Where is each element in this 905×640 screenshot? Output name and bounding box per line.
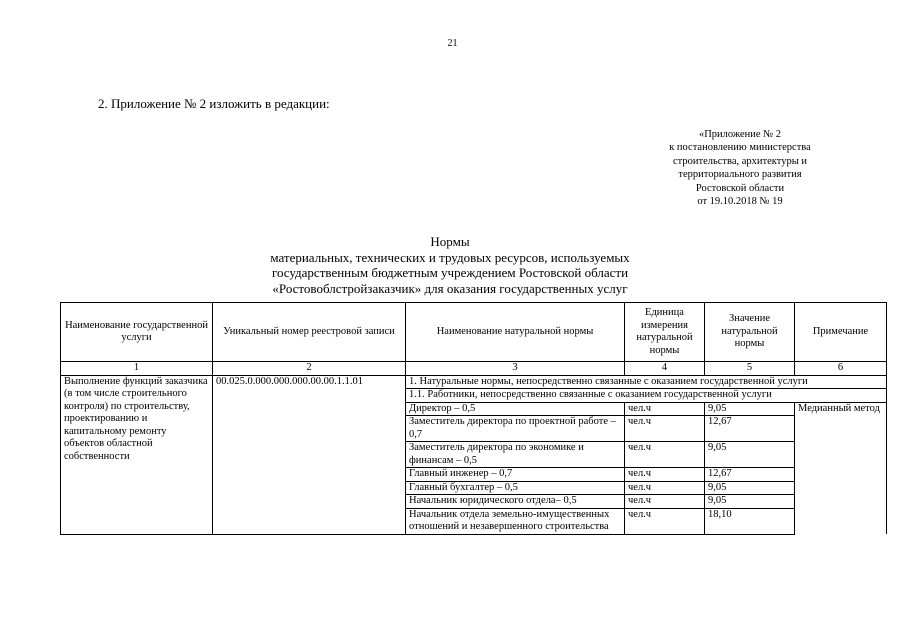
value-cell: 9,05 [705, 402, 795, 416]
table-header-row [61, 303, 887, 362]
header-note: Примечание [795, 303, 887, 362]
title-line: Нормы [430, 234, 470, 249]
norm-name-cell: Заместитель директора по проектной работе – 0,7 [406, 416, 625, 442]
value-cell: 18,10 [705, 508, 795, 534]
header-service-name: Наименование государственной услуги [61, 303, 213, 362]
column-number: 5 [705, 362, 795, 376]
value-cell: 9,05 [705, 495, 795, 509]
column-number: 4 [625, 362, 705, 376]
appendix-line: Ростовской области [695, 182, 785, 194]
unit-cell: чел.ч [625, 416, 705, 442]
norm-name-cell: Начальник отдела земельно-имущественных отношений и незавершенного строительства [406, 508, 625, 534]
registry-number-cell: 00.025.0.000.000.000.00.00.1.1.01 [213, 375, 406, 534]
norm-name-cell: Начальник юридического отдела– 0,5 [406, 495, 625, 509]
value-cell: 9,05 [705, 442, 795, 468]
appendix-reference [640, 128, 840, 208]
appendix-line: строительства, архитектуры и [673, 155, 807, 167]
service-name-cell: Выполнение функций заказчика (в том числе строительного контроля) по строительству, проектированию и капитальному ремонту объектов областной собственности [61, 375, 213, 534]
title-line: государственным бюджетным учреждением Ростовской области [271, 265, 629, 280]
column-number: 2 [213, 362, 406, 376]
unit-cell: чел.ч [625, 468, 705, 482]
column-number: 3 [406, 362, 625, 376]
amendment-paragraph: 2. Приложение № 2 изложить в редакции: [98, 96, 330, 111]
unit-cell: чел.ч [625, 481, 705, 495]
unit-cell: чел.ч [625, 442, 705, 468]
header-unit: Единица измерения натуральной нормы [625, 303, 705, 362]
norm-name-cell: Главный бухгалтер – 0,5 [406, 481, 625, 495]
norm-name-cell: Заместитель директора по экономике и финансам – 0,5 [406, 442, 625, 468]
document-title [200, 234, 700, 296]
norm-name-cell: Директор – 0,5 [406, 402, 625, 416]
value-cell: 9,05 [705, 481, 795, 495]
appendix-line: территориального развития [678, 169, 802, 181]
title-line: «Ростовоблстройзаказчик» для оказания государственных услуг [272, 280, 628, 296]
unit-cell: чел.ч [625, 508, 705, 534]
header-value: Значение натуральной нормы [705, 303, 795, 362]
norms-table [60, 302, 887, 535]
unit-cell: чел.ч [625, 495, 705, 509]
value-cell: 12,67 [705, 468, 795, 482]
header-norm-name: Наименование натуральной нормы [406, 303, 625, 362]
page-number: 21 [447, 38, 458, 49]
appendix-line: «Приложение № 2 [698, 129, 782, 140]
unit-cell: чел.ч [625, 402, 705, 416]
value-cell: 12,67 [705, 416, 795, 442]
section-1-1-heading: 1.1. Работники, непосредственно связанные с оказанием государственной услуги [406, 389, 887, 403]
section-1-heading: 1. Натуральные нормы, непосредственно связанные с оказанием государственной услуги [406, 375, 887, 389]
column-number: 6 [795, 362, 887, 376]
column-number-row [61, 362, 887, 376]
note-cell: Медианный метод [795, 402, 887, 534]
appendix-line: от 19.10.2018 № 19 [697, 196, 783, 208]
appendix-line: к постановлению министерства [669, 142, 811, 154]
header-registry-number: Уникальный номер реестровой записи [213, 303, 406, 362]
norm-name-cell: Главный инженер – 0,7 [406, 468, 625, 482]
table-row [61, 375, 887, 389]
column-number: 1 [61, 362, 213, 376]
title-line: материальных, технических и трудовых ресурсов, используемых [270, 249, 630, 265]
